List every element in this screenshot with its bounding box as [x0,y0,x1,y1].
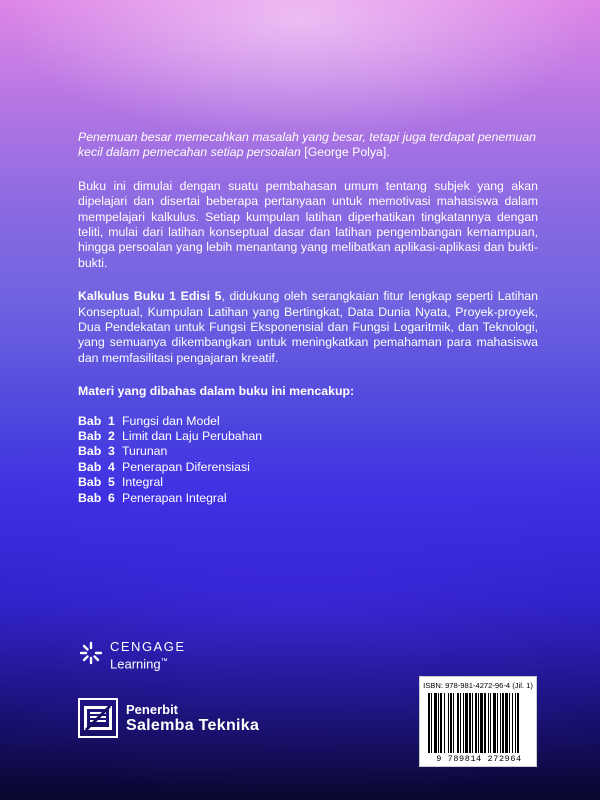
features-text: , didukung oleh serangkaian fitur lengkap seperti Latihan Konseptual, Kumpulan Latihan yang Bertingkat, Data Dunia Nyata, Proyek-proyek, Dua Pendekatan untuk Fungsi Eksponensial dan Fungsi Logaritmik, dan Teknologi, yang semuanya dikembangkan untuk meningkatkan pemahaman para mahasiswa dan memfasilitasi pengajaran kreatif. [78,289,538,365]
chapter-number: 1 [108,413,115,428]
chapter-item [78,429,538,444]
isbn-barcode [419,676,537,767]
publisher-logo [78,698,259,738]
chapter-number: 3 [108,444,115,459]
chapter-word: Bab [78,475,102,490]
chapter-item [78,475,538,490]
chapter-item [78,460,538,475]
chapter-list [78,414,538,506]
chapter-item [78,491,538,506]
chapter-number: 2 [108,429,115,444]
features-paragraph [78,289,538,366]
chapter-word: Bab [78,444,102,459]
cengage-mark-icon [78,640,104,666]
chapter-word: Bab [78,429,102,444]
intro-paragraph: Buku ini dimulai dengan suatu pembahasan umum tentang subjek yang akan dipelajari dan disertai beberapa pertanyaan untuk memotivasi mahasiswa dalam mempelajari kalkulus. Setiap kumpulan latihan diperhatikan tingkatannya dengan teliti, mulai dari latihan konseptual dasar dan latihan pengembangan kemampuan, hingga persoalan yang lebih menantang yang melibatkan aplikasi-aplikasi dan bukti-bukti. [78,178,538,270]
chapter-number: 5 [108,475,115,490]
barcode-bars-icon [428,693,530,753]
publisher-name: Salemba Teknika [126,716,260,734]
chapter-title: Penerapan Diferensiasi [122,459,250,474]
cengage-learning: Learning [110,656,161,672]
chapter-number: 6 [108,490,115,505]
quote-text: Penemuan besar memecahkan masalah yang besar, tetapi juga terdapat penemuan kecil dalam pemecahan setiap persoalan [78,130,537,160]
quote-attribution: [George Polya]. [304,145,390,160]
contents-heading: Materi yang dibahas dalam buku ini mencakup: [78,384,355,399]
chapter-title: Penerapan Integral [122,490,227,505]
chapter-number: 4 [108,459,115,474]
chapter-item [78,444,538,459]
chapter-title: Turunan [122,444,168,459]
chapter-title: Fungsi dan Model [122,413,220,428]
isbn-text: ISBN: 978-981-4272-96-4 (Jil. 1) [423,681,533,690]
cengage-logo [78,640,186,671]
chapter-word: Bab [78,413,102,428]
salemba-mark-icon [78,698,118,738]
isbn-digits: 9 789814 272964 [436,754,522,764]
chapter-item [78,414,538,429]
opening-quote [78,130,538,161]
trademark-symbol: ™ [160,658,168,665]
cengage-sub [110,654,186,671]
book-title-inline: Kalkulus Buku 1 Edisi 5 [78,289,222,304]
chapter-title: Integral [122,475,164,490]
publisher-label: Penerbit [126,701,179,717]
blurb [78,130,538,506]
chapter-title: Limit dan Laju Perubahan [122,429,263,444]
chapter-word: Bab [78,459,102,474]
chapter-word: Bab [78,490,102,505]
cengage-name: CENGAGE [110,639,186,654]
